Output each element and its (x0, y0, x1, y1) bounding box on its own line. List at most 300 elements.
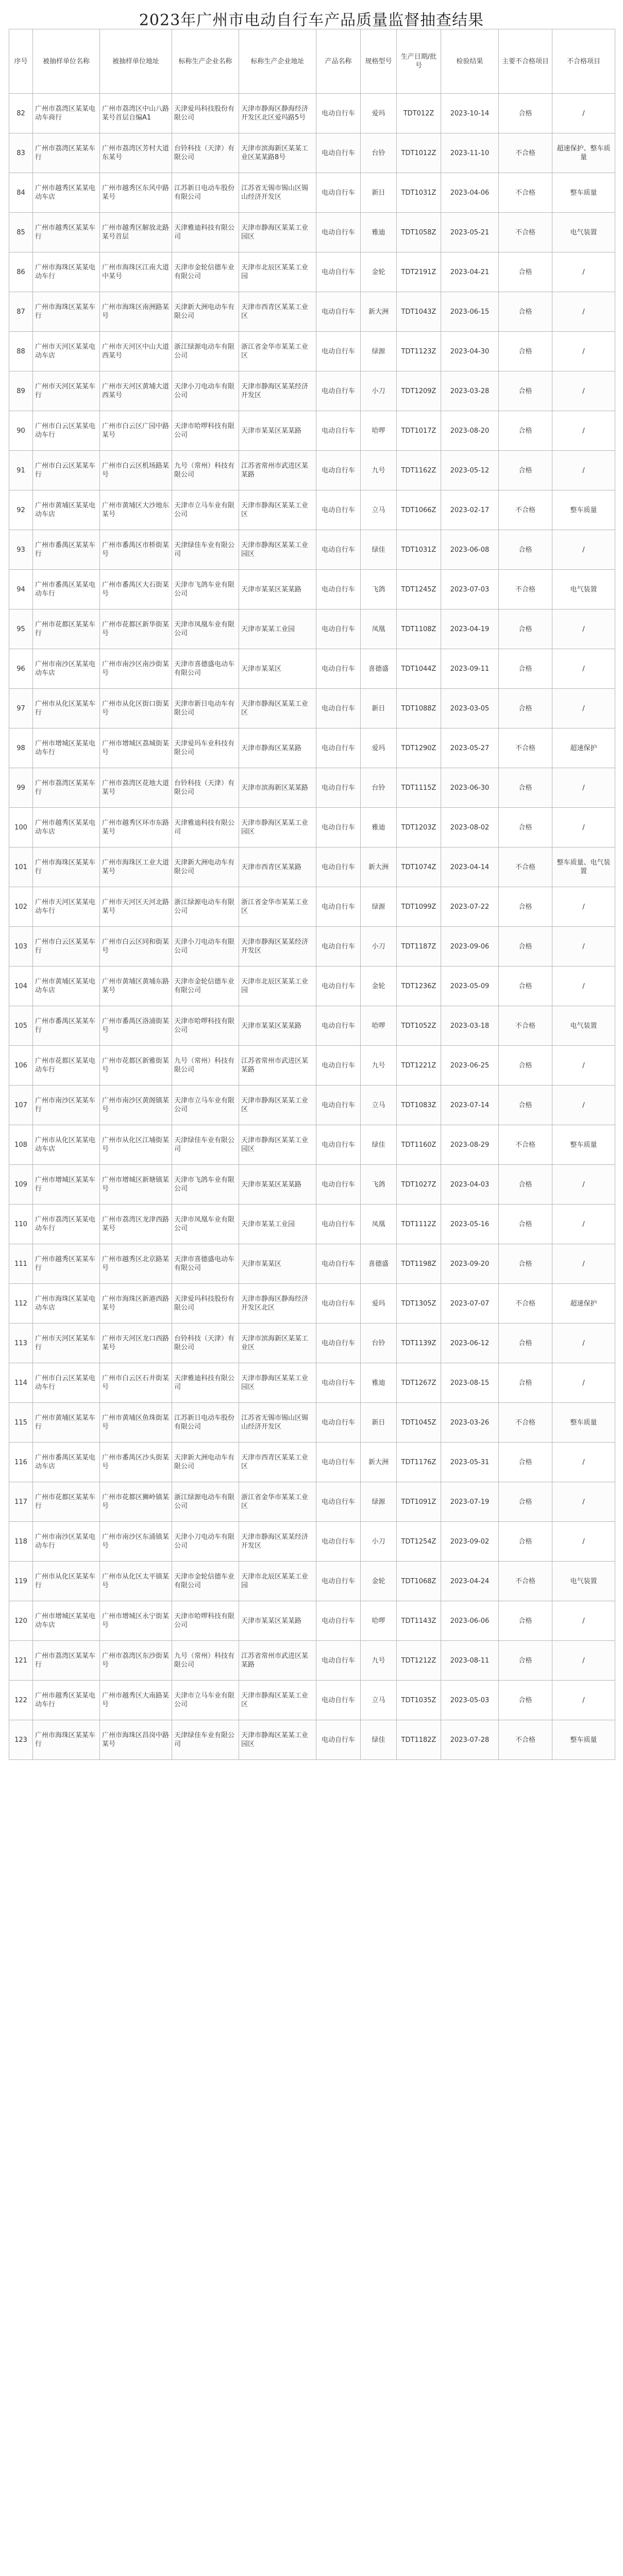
row-number-cell: 110 (9, 1205, 33, 1244)
sampled-unit-address-cell: 广州市番禺区洛浦街某号 (100, 1006, 172, 1046)
table-row (9, 1403, 615, 1443)
model-cell: TDT1083Z (397, 1086, 441, 1125)
model-cell: TDT1221Z (397, 1046, 441, 1086)
table-row (9, 728, 615, 768)
manufacturer-address-cell: 天津市静海区某某经济开发区 (239, 927, 316, 967)
manufacturer-address-cell: 天津市静海区某某工业园区 (239, 1720, 316, 1760)
inspection-result-cell: 合格 (499, 1601, 552, 1641)
manufacturer-cell: 台铃科技（天津）有限公司 (172, 133, 239, 173)
manufacturer-address-cell: 天津市某某工业园 (239, 609, 316, 649)
sampled-unit-cell: 广州市海珠区某某车行 (33, 1720, 100, 1760)
sampled-unit-cell: 广州市荔湾区某某车行 (33, 133, 100, 173)
sampled-unit-cell: 广州市荔湾区某某车行 (33, 768, 100, 808)
failed-items-cell: / (552, 332, 615, 371)
failed-items-cell: 电气装置 (552, 1006, 615, 1046)
product-name-cell: 电动自行车 (316, 1522, 361, 1562)
sampled-unit-cell: 广州市花都区某某电动车行 (33, 1046, 100, 1086)
manufacturer-address-cell: 天津市静海区某某工业区 (239, 689, 316, 728)
table-row (9, 213, 615, 252)
inspection-result-cell: 合格 (499, 1244, 552, 1284)
manufacturer-cell: 天津市立马车业有限公司 (172, 1681, 239, 1720)
table-row (9, 133, 615, 173)
manufacturer-address-cell: 浙江省金华市某某工业区 (239, 887, 316, 927)
model-cell: TDT1290Z (397, 728, 441, 768)
brand-cell: 爱玛 (361, 94, 397, 133)
product-name-cell: 电动自行车 (316, 728, 361, 768)
failed-items-cell: / (552, 1482, 615, 1522)
manufacturer-cell: 天津市凤凰车业有限公司 (172, 609, 239, 649)
brand-cell: 凤凰 (361, 1205, 397, 1244)
brand-cell: 新大洲 (361, 1443, 397, 1482)
manufacturer-address-cell: 江苏省常州市武进区某某路 (239, 1046, 316, 1086)
failed-items-cell: 整车质量 (552, 173, 615, 213)
sampled-unit-address-cell: 广州市荔湾区花地大道某号 (100, 768, 172, 808)
row-number-cell: 94 (9, 570, 33, 609)
production-date-cell: 2023-07-22 (441, 887, 499, 927)
sampled-unit-address-cell: 广州市白云区机场路某号 (100, 451, 172, 490)
production-date-cell: 2023-08-29 (441, 1125, 499, 1165)
product-name-cell: 电动自行车 (316, 1720, 361, 1760)
manufacturer-cell: 天津市飞鸽车业有限公司 (172, 1165, 239, 1205)
table-row (9, 173, 615, 213)
manufacturer-cell: 天津市金轮信德车业有限公司 (172, 967, 239, 1006)
inspection-result-cell: 不合格 (499, 1720, 552, 1760)
product-name-cell: 电动自行车 (316, 490, 361, 530)
brand-cell: 九号 (361, 451, 397, 490)
sampled-unit-address-cell: 广州市增城区永宁街某号 (100, 1601, 172, 1641)
row-number-cell: 109 (9, 1165, 33, 1205)
failed-items-cell: / (552, 927, 615, 967)
model-cell: TDT1267Z (397, 1363, 441, 1403)
manufacturer-address-cell: 天津市北辰区某某工业园 (239, 1562, 316, 1601)
row-number-cell: 114 (9, 1363, 33, 1403)
sampled-unit-cell: 广州市黄埔区某某电动车店 (33, 490, 100, 530)
sampled-unit-cell: 广州市天河区某某车行 (33, 1324, 100, 1363)
product-name-cell: 电动自行车 (316, 292, 361, 332)
manufacturer-cell: 天津小刀电动车有限公司 (172, 1522, 239, 1562)
row-number-cell: 91 (9, 451, 33, 490)
brand-cell: 凤凰 (361, 609, 397, 649)
inspection-result-cell: 不合格 (499, 1125, 552, 1165)
row-number-cell: 107 (9, 1086, 33, 1125)
production-date-cell: 2023-11-10 (441, 133, 499, 173)
product-name-cell: 电动自行车 (316, 451, 361, 490)
manufacturer-cell: 天津市立马车业有限公司 (172, 490, 239, 530)
manufacturer-address-cell: 天津市某某区 (239, 1244, 316, 1284)
sampled-unit-address-cell: 广州市番禺区大石街某号 (100, 570, 172, 609)
row-number-cell: 118 (9, 1522, 33, 1562)
manufacturer-address-cell: 江苏省无锡市锡山区锡山经济开发区 (239, 173, 316, 213)
failed-items-cell: / (552, 252, 615, 292)
manufacturer-address-cell: 天津市某某区某某路 (239, 1601, 316, 1641)
row-number-cell: 101 (9, 848, 33, 887)
inspection-result-cell: 合格 (499, 1086, 552, 1125)
row-number-cell: 111 (9, 1244, 33, 1284)
product-name-cell: 电动自行车 (316, 848, 361, 887)
sampled-unit-address-cell: 广州市黄埔区黄埔东路某号 (100, 967, 172, 1006)
failed-items-cell: / (552, 1601, 615, 1641)
sampled-unit-address-cell: 广州市南沙区南沙街某号 (100, 649, 172, 689)
failed-items-cell: / (552, 609, 615, 649)
sampled-unit-address-cell: 广州市白云区石井街某号 (100, 1363, 172, 1403)
inspection-result-cell: 不合格 (499, 728, 552, 768)
product-name-cell: 电动自行车 (316, 1363, 361, 1403)
brand-cell: 雅迪 (361, 213, 397, 252)
model-cell: TDT1045Z (397, 1403, 441, 1443)
sampled-unit-cell: 广州市天河区某某电动车行 (33, 887, 100, 927)
brand-cell: 台铃 (361, 1324, 397, 1363)
manufacturer-cell: 江苏新日电动车股份有限公司 (172, 173, 239, 213)
sampled-unit-cell: 广州市从化区某某车行 (33, 1562, 100, 1601)
model-cell: TDT2191Z (397, 252, 441, 292)
table-header-row (9, 29, 615, 94)
model-cell: TDT012Z (397, 94, 441, 133)
manufacturer-address-cell: 天津市静海区某某工业园区 (239, 1125, 316, 1165)
product-name-cell: 电动自行车 (316, 1443, 361, 1482)
row-number-cell: 83 (9, 133, 33, 173)
sampled-unit-cell: 广州市白云区某某电动车行 (33, 411, 100, 451)
sampled-unit-address-cell: 广州市天河区黄埔大道西某号 (100, 371, 172, 411)
brand-cell: 台铃 (361, 133, 397, 173)
table-row (9, 1284, 615, 1324)
failed-items-cell: / (552, 967, 615, 1006)
model-cell: TDT1162Z (397, 451, 441, 490)
table-row (9, 609, 615, 649)
failed-items-cell: / (552, 808, 615, 848)
brand-cell: 台铃 (361, 768, 397, 808)
brand-cell: 九号 (361, 1641, 397, 1681)
product-name-cell: 电动自行车 (316, 1006, 361, 1046)
manufacturer-cell: 天津市金轮信德车业有限公司 (172, 252, 239, 292)
sampled-unit-cell: 广州市黄埔区某某车行 (33, 1403, 100, 1443)
table-row (9, 292, 615, 332)
row-number-cell: 98 (9, 728, 33, 768)
sampled-unit-address-cell: 广州市番禺区沙头街某号 (100, 1443, 172, 1482)
inspection-result-cell: 合格 (499, 1443, 552, 1482)
manufacturer-cell: 九号（常州）科技有限公司 (172, 451, 239, 490)
production-date-cell: 2023-09-11 (441, 649, 499, 689)
sampled-unit-cell: 广州市从化区某某车行 (33, 689, 100, 728)
product-name-cell: 电动自行车 (316, 967, 361, 1006)
product-name-cell: 电动自行车 (316, 768, 361, 808)
model-cell: TDT1012Z (397, 133, 441, 173)
row-number-cell: 85 (9, 213, 33, 252)
sampled-unit-address-cell: 广州市南沙区东涌镇某号 (100, 1522, 172, 1562)
brand-cell: 金轮 (361, 1562, 397, 1601)
table-row (9, 1681, 615, 1720)
table-row (9, 1363, 615, 1403)
inspection-result-cell: 不合格 (499, 1284, 552, 1324)
brand-cell: 爱玛 (361, 728, 397, 768)
model-cell: TDT1123Z (397, 332, 441, 371)
production-date-cell: 2023-07-14 (441, 1086, 499, 1125)
sampled-unit-cell: 广州市荔湾区某某电动车行 (33, 1205, 100, 1244)
inspection-result-cell: 合格 (499, 689, 552, 728)
inspection-result-cell: 合格 (499, 768, 552, 808)
inspection-result-cell: 合格 (499, 1641, 552, 1681)
sampled-unit-address-cell: 广州市花都区狮岭镇某号 (100, 1482, 172, 1522)
manufacturer-cell: 天津雅迪科技有限公司 (172, 213, 239, 252)
manufacturer-cell: 天津绿佳车业有限公司 (172, 530, 239, 570)
model-cell: TDT1074Z (397, 848, 441, 887)
sampled-unit-address-cell: 广州市越秀区环市东路某号 (100, 808, 172, 848)
row-number-cell: 89 (9, 371, 33, 411)
table-body (9, 94, 615, 1760)
model-cell: TDT1058Z (397, 213, 441, 252)
sampled-unit-address-cell: 广州市海珠区江南大道中某号 (100, 252, 172, 292)
product-name-cell: 电动自行车 (316, 1284, 361, 1324)
row-number-cell: 86 (9, 252, 33, 292)
manufacturer-address-cell: 天津市滨海新区某某路 (239, 768, 316, 808)
model-cell: TDT1143Z (397, 1601, 441, 1641)
model-cell: TDT1091Z (397, 1482, 441, 1522)
model-cell: TDT1254Z (397, 1522, 441, 1562)
manufacturer-cell: 九号（常州）科技有限公司 (172, 1641, 239, 1681)
sampled-unit-address-cell: 广州市海珠区工业大道某号 (100, 848, 172, 887)
production-date-cell: 2023-09-20 (441, 1244, 499, 1284)
failed-items-cell: / (552, 1522, 615, 1562)
manufacturer-address-cell: 天津市滨海新区某某工业区 (239, 1324, 316, 1363)
brand-cell: 立马 (361, 490, 397, 530)
manufacturer-address-cell: 天津市某某工业园 (239, 1205, 316, 1244)
model-cell: TDT1099Z (397, 887, 441, 927)
inspection-result-cell: 合格 (499, 808, 552, 848)
inspection-result-cell: 合格 (499, 1681, 552, 1720)
row-number-cell: 82 (9, 94, 33, 133)
manufacturer-cell: 江苏新日电动车股份有限公司 (172, 1403, 239, 1443)
manufacturer-cell: 天津市凤凰车业有限公司 (172, 1205, 239, 1244)
brand-cell: 新大洲 (361, 292, 397, 332)
manufacturer-address-cell: 江苏省常州市武进区某某路 (239, 451, 316, 490)
inspection-result-cell: 合格 (499, 94, 552, 133)
header-cell: 标称生产企业地址 (239, 29, 316, 94)
manufacturer-cell: 天津小刀电动车有限公司 (172, 927, 239, 967)
row-number-cell: 87 (9, 292, 33, 332)
failed-items-cell: 超速保护 (552, 1284, 615, 1324)
failed-items-cell: / (552, 768, 615, 808)
manufacturer-address-cell: 天津市静海区某某工业区 (239, 490, 316, 530)
production-date-cell: 2023-04-19 (441, 609, 499, 649)
sampled-unit-cell: 广州市海珠区某某电动车行 (33, 252, 100, 292)
model-cell: TDT1088Z (397, 689, 441, 728)
brand-cell: 新日 (361, 1403, 397, 1443)
brand-cell: 绿源 (361, 1482, 397, 1522)
row-number-cell: 113 (9, 1324, 33, 1363)
sampled-unit-address-cell: 广州市从化区江埔街某号 (100, 1125, 172, 1165)
model-cell: TDT1052Z (397, 1006, 441, 1046)
manufacturer-cell: 天津爱玛车业科技有限公司 (172, 728, 239, 768)
product-name-cell: 电动自行车 (316, 133, 361, 173)
manufacturer-address-cell: 天津市静海区静海经济开发区北区爱玛路5号 (239, 94, 316, 133)
failed-items-cell: / (552, 1086, 615, 1125)
failed-items-cell: / (552, 649, 615, 689)
row-number-cell: 117 (9, 1482, 33, 1522)
manufacturer-address-cell: 天津市静海区某某工业区 (239, 1086, 316, 1125)
inspection-result-cell: 合格 (499, 332, 552, 371)
table-row (9, 1006, 615, 1046)
production-date-cell: 2023-05-03 (441, 1681, 499, 1720)
inspection-result-cell: 合格 (499, 371, 552, 411)
row-number-cell: 115 (9, 1403, 33, 1443)
model-cell: TDT1035Z (397, 1681, 441, 1720)
manufacturer-address-cell: 浙江省金华市某某工业区 (239, 1482, 316, 1522)
sampled-unit-cell: 广州市天河区某某车行 (33, 371, 100, 411)
failed-items-cell: / (552, 1205, 615, 1244)
production-date-cell: 2023-03-26 (441, 1403, 499, 1443)
inspection-result-cell: 合格 (499, 649, 552, 689)
inspection-result-cell: 不合格 (499, 133, 552, 173)
production-date-cell: 2023-03-28 (441, 371, 499, 411)
product-name-cell: 电动自行车 (316, 649, 361, 689)
production-date-cell: 2023-07-19 (441, 1482, 499, 1522)
header-cell: 生产日期/批号 (397, 29, 441, 94)
header-cell: 主要不合格项目 (499, 29, 552, 94)
table-row (9, 1522, 615, 1562)
manufacturer-address-cell: 天津市某某区某某路 (239, 411, 316, 451)
sampled-unit-address-cell: 广州市越秀区大南路某号 (100, 1681, 172, 1720)
table-row (9, 1244, 615, 1284)
sampled-unit-cell: 广州市白云区某某车行 (33, 927, 100, 967)
production-date-cell: 2023-04-30 (441, 332, 499, 371)
inspection-result-cell: 合格 (499, 967, 552, 1006)
production-date-cell: 2023-08-20 (441, 411, 499, 451)
sampled-unit-cell: 广州市海珠区某某车行 (33, 292, 100, 332)
manufacturer-cell: 天津新大洲电动车有限公司 (172, 1443, 239, 1482)
model-cell: TDT1209Z (397, 371, 441, 411)
table-row (9, 530, 615, 570)
table-row (9, 848, 615, 887)
failed-items-cell: / (552, 1681, 615, 1720)
production-date-cell: 2023-07-28 (441, 1720, 499, 1760)
sampled-unit-address-cell: 广州市海珠区新港西路某号 (100, 1284, 172, 1324)
inspection-result-cell: 不合格 (499, 570, 552, 609)
brand-cell: 绿佳 (361, 530, 397, 570)
manufacturer-cell: 浙江绿源电动车有限公司 (172, 887, 239, 927)
brand-cell: 绿佳 (361, 1125, 397, 1165)
table-row (9, 1046, 615, 1086)
row-number-cell: 108 (9, 1125, 33, 1165)
manufacturer-cell: 浙江绿源电动车有限公司 (172, 1482, 239, 1522)
sampled-unit-address-cell: 广州市白云区同和街某号 (100, 927, 172, 967)
production-date-cell: 2023-07-03 (441, 570, 499, 609)
model-cell: TDT1160Z (397, 1125, 441, 1165)
manufacturer-cell: 天津市喜德盛电动车有限公司 (172, 649, 239, 689)
header-cell: 被抽样单位地址 (100, 29, 172, 94)
production-date-cell: 2023-02-17 (441, 490, 499, 530)
header-cell: 序号 (9, 29, 33, 94)
table-row (9, 927, 615, 967)
brand-cell: 飞鸽 (361, 1165, 397, 1205)
sampled-unit-address-cell: 广州市黄埔区鱼珠街某号 (100, 1403, 172, 1443)
row-number-cell: 102 (9, 887, 33, 927)
sampled-unit-address-cell: 广州市增城区荔城街某号 (100, 728, 172, 768)
inspection-result-cell: 不合格 (499, 490, 552, 530)
brand-cell: 金轮 (361, 252, 397, 292)
failed-items-cell: 超速保护 (552, 728, 615, 768)
sampled-unit-cell: 广州市荔湾区某某电动车商行 (33, 94, 100, 133)
sampled-unit-cell: 广州市增城区某某电动车行 (33, 728, 100, 768)
failed-items-cell: 超速保护、整车质量 (552, 133, 615, 173)
manufacturer-cell: 天津市金轮信德车业有限公司 (172, 1562, 239, 1601)
failed-items-cell: / (552, 451, 615, 490)
sampled-unit-address-cell: 广州市增城区新塘镇某号 (100, 1165, 172, 1205)
sampled-unit-address-cell: 广州市荔湾区东沙街某号 (100, 1641, 172, 1681)
model-cell: TDT1198Z (397, 1244, 441, 1284)
product-name-cell: 电动自行车 (316, 1403, 361, 1443)
production-date-cell: 2023-06-30 (441, 768, 499, 808)
manufacturer-cell: 天津绿佳车业有限公司 (172, 1125, 239, 1165)
row-number-cell: 84 (9, 173, 33, 213)
row-number-cell: 112 (9, 1284, 33, 1324)
manufacturer-cell: 天津雅迪科技有限公司 (172, 808, 239, 848)
sampled-unit-cell: 广州市天河区某某电动车店 (33, 332, 100, 371)
header-cell: 规格型号 (361, 29, 397, 94)
inspection-result-cell: 合格 (499, 411, 552, 451)
sampled-unit-address-cell: 广州市荔湾区芳村大道东某号 (100, 133, 172, 173)
model-cell: TDT1031Z (397, 530, 441, 570)
sampled-unit-cell: 广州市荔湾区某某车行 (33, 1641, 100, 1681)
manufacturer-cell: 浙江绿源电动车有限公司 (172, 332, 239, 371)
manufacturer-address-cell: 天津市某某区某某路 (239, 1165, 316, 1205)
table-row (9, 570, 615, 609)
table-row (9, 1641, 615, 1681)
failed-items-cell: 整车质量 (552, 1125, 615, 1165)
product-name-cell: 电动自行车 (316, 1562, 361, 1601)
failed-items-cell: / (552, 887, 615, 927)
brand-cell: 金轮 (361, 967, 397, 1006)
table-row (9, 411, 615, 451)
row-number-cell: 95 (9, 609, 33, 649)
sampled-unit-address-cell: 广州市海珠区南洲路某号 (100, 292, 172, 332)
manufacturer-address-cell: 江苏省无锡市锡山区锡山经济开发区 (239, 1403, 316, 1443)
manufacturer-address-cell: 天津市西青区某某工业区 (239, 292, 316, 332)
manufacturer-cell: 天津新大洲电动车有限公司 (172, 292, 239, 332)
brand-cell: 小刀 (361, 927, 397, 967)
inspection-result-cell: 合格 (499, 1522, 552, 1562)
product-name-cell: 电动自行车 (316, 1601, 361, 1641)
failed-items-cell: / (552, 1046, 615, 1086)
product-name-cell: 电动自行车 (316, 609, 361, 649)
model-cell: TDT1043Z (397, 292, 441, 332)
sampled-unit-address-cell: 广州市从化区太平镇某号 (100, 1562, 172, 1601)
table-row (9, 808, 615, 848)
sampled-unit-cell: 广州市越秀区某某电动车店 (33, 173, 100, 213)
table-row (9, 1443, 615, 1482)
row-number-cell: 123 (9, 1720, 33, 1760)
model-cell: TDT1068Z (397, 1562, 441, 1601)
manufacturer-address-cell: 天津市北辰区某某工业园 (239, 967, 316, 1006)
failed-items-cell: 整车质量 (552, 1403, 615, 1443)
product-name-cell: 电动自行车 (316, 689, 361, 728)
table-row (9, 490, 615, 530)
product-name-cell: 电动自行车 (316, 1165, 361, 1205)
manufacturer-cell: 天津小刀电动车有限公司 (172, 371, 239, 411)
product-name-cell: 电动自行车 (316, 570, 361, 609)
inspection-result-cell: 不合格 (499, 213, 552, 252)
inspection-result-cell: 不合格 (499, 848, 552, 887)
manufacturer-cell: 天津雅迪科技有限公司 (172, 1363, 239, 1403)
brand-cell: 哈啰 (361, 1006, 397, 1046)
manufacturer-address-cell: 天津市滨海新区某某工业区某某路8号 (239, 133, 316, 173)
model-cell: TDT1044Z (397, 649, 441, 689)
production-date-cell: 2023-07-07 (441, 1284, 499, 1324)
model-cell: TDT1031Z (397, 173, 441, 213)
production-date-cell: 2023-04-14 (441, 848, 499, 887)
inspection-result-cell: 合格 (499, 530, 552, 570)
table-row (9, 332, 615, 371)
failed-items-cell: 整车质量、电气装置 (552, 848, 615, 887)
production-date-cell: 2023-08-02 (441, 808, 499, 848)
